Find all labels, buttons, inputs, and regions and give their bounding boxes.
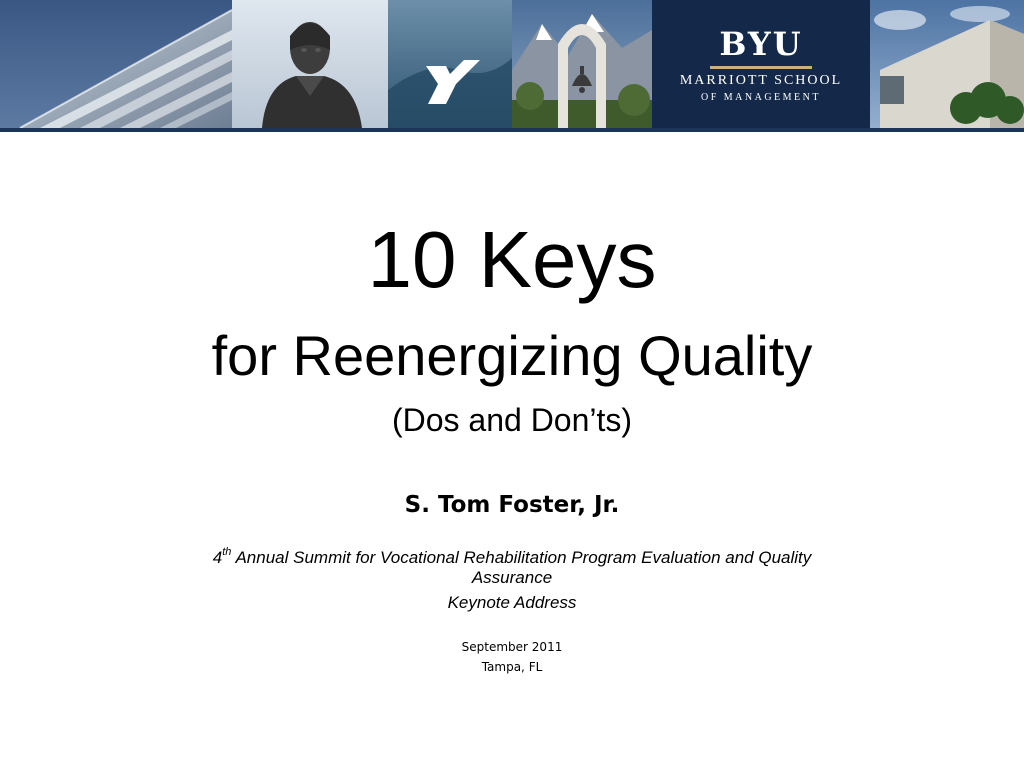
event-name xyxy=(180,548,844,588)
author-name: S. Tom Foster, Jr. xyxy=(404,492,620,518)
event-ordinal-suffix: th xyxy=(222,546,232,559)
statue-photo xyxy=(232,0,388,128)
header-banner xyxy=(0,0,1024,128)
keynote-label: Keynote Address xyxy=(447,593,577,612)
banner-divider xyxy=(0,128,1024,132)
event-title: Annual Summit for Vocational Rehabilitation Program Evaluation and Quality Assurance xyxy=(231,548,812,587)
school-line-2: OF MANAGEMENT xyxy=(701,92,821,103)
slide-subtitle-paren: (Dos and Don’ts) xyxy=(391,402,633,438)
event-ordinal-number: 4 xyxy=(212,548,223,567)
byu-logo-rule xyxy=(710,66,812,69)
building-photo-left xyxy=(0,0,232,128)
byu-logo xyxy=(652,0,870,128)
y-mountain-photo xyxy=(388,0,512,128)
school-line-1: MARRIOTT SCHOOL xyxy=(679,73,843,88)
bell-tower-photo xyxy=(512,0,652,128)
slide-title: 10 Keys xyxy=(367,215,657,304)
presentation-date: September 2011 xyxy=(461,640,563,654)
building-photo-right xyxy=(870,0,1024,128)
presentation-location: Tampa, FL xyxy=(481,660,543,674)
slide-subtitle: for Reenergizing Quality xyxy=(211,324,813,387)
byu-logo-text: BYU xyxy=(719,25,803,63)
